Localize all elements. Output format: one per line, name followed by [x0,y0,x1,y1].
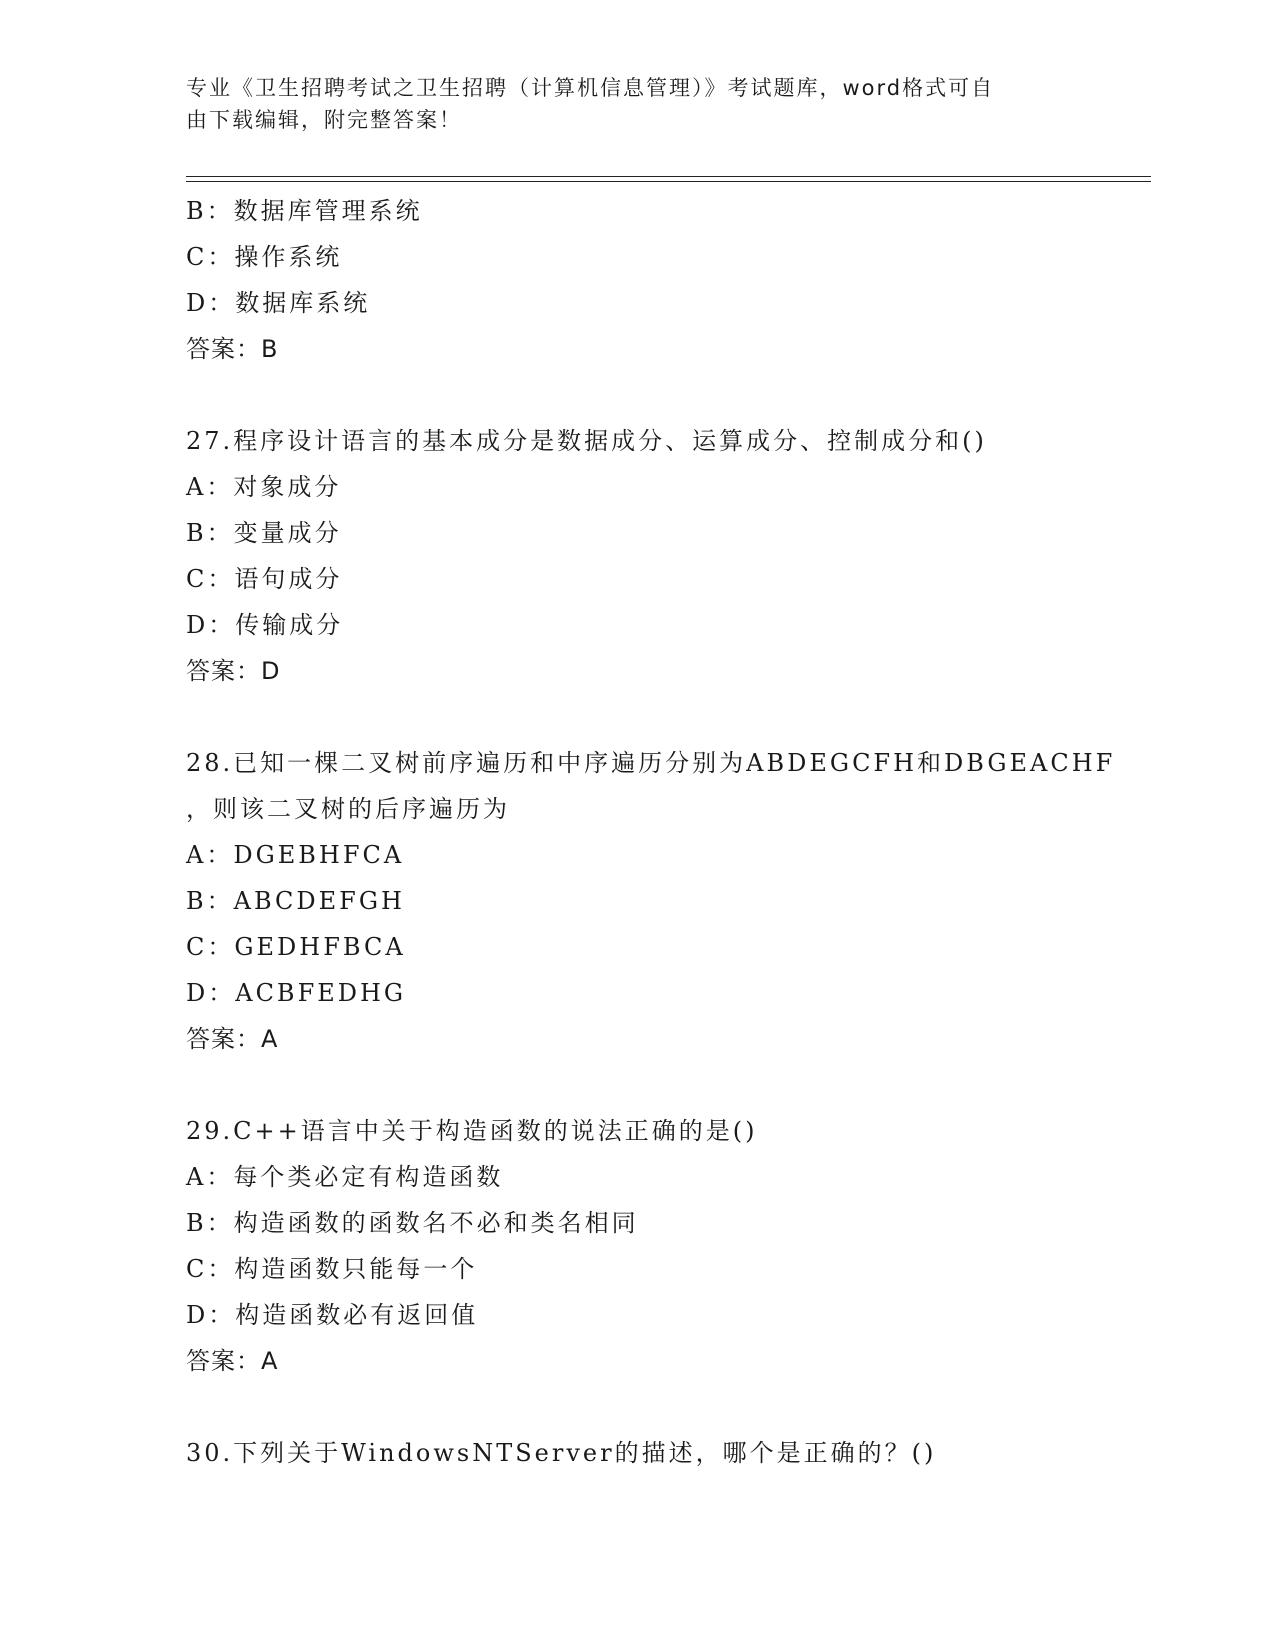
answer: 答案：D [186,657,281,685]
option-c: C：操作系统 [186,243,343,271]
option-c: C：构造函数只能每一个 [186,1255,478,1283]
header-line-2: 由下载编辑，附完整答案！ [186,108,462,132]
answer: 答案：B [186,335,279,363]
question-28 [186,740,1116,1062]
option-a: A：DGEBHFCA [186,841,405,869]
question-stem: 27.程序设计语言的基本成分是数据成分、运算成分、控制成分和() [186,427,987,455]
question-list [186,188,1116,1476]
spacer [186,372,1086,418]
question-stem-line-1: 28.已知一棵二叉树前序遍历和中序遍历分别为ABDEGCFH和DBGEACHF [186,749,1116,777]
answer: 答案：A [186,1347,279,1375]
option-d: D：传输成分 [186,611,344,639]
spacer [186,1384,1086,1430]
question-stem: 29.C++语言中关于构造函数的说法正确的是() [186,1117,758,1145]
option-d: D：构造函数必有返回值 [186,1301,479,1329]
question-29 [186,1108,1086,1384]
question-stem: 30.下列关于WindowsNTServer的描述，哪个是正确的？() [186,1439,937,1467]
header-divider-top [186,176,1151,177]
option-a: A：对象成分 [186,473,342,501]
spacer [186,694,1086,740]
header-divider-bottom [186,181,1151,182]
option-d: D：ACBFEDHG [186,979,407,1007]
question-26 [186,188,1086,372]
header-line-1: 专业《卫生招聘考试之卫生招聘（计算机信息管理）》考试题库，word格式可自 [186,76,995,100]
option-b: B：ABCDEFGH [186,887,405,915]
question-stem-line-2: ，则该二叉树的后序遍历为 [186,795,510,823]
option-b: B：构造函数的函数名不必和类名相同 [186,1209,639,1237]
answer: 答案：A [186,1025,279,1053]
document-header [186,72,1066,136]
option-a: A：每个类必定有构造函数 [186,1163,504,1191]
option-d: D：数据库系统 [186,289,371,317]
option-c: C：GEDHFBCA [186,933,406,961]
question-27 [186,418,1086,694]
option-c: C：语句成分 [186,565,343,593]
option-b: B：变量成分 [186,519,342,547]
spacer [186,1062,1086,1108]
question-30 [186,1430,1086,1476]
option-b: B：数据库管理系统 [186,197,423,225]
